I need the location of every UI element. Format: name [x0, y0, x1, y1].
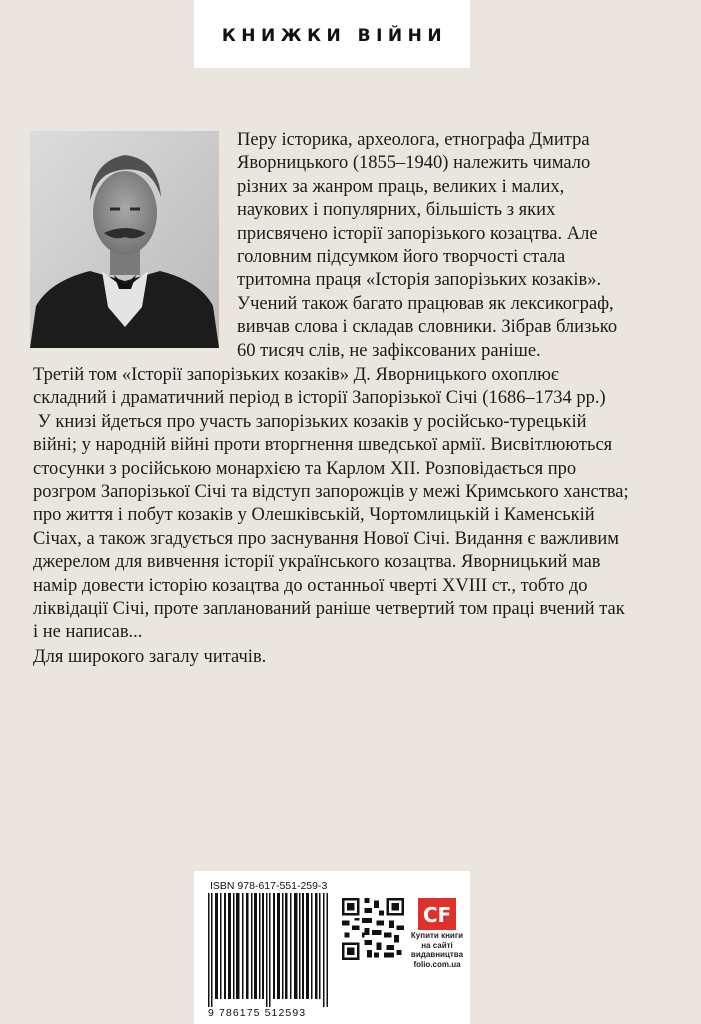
intro-line: Учений також багато працював як лексикограф, — [237, 293, 614, 314]
publisher-logo[interactable] — [418, 898, 456, 930]
series-title: КНИЖКИ ВІЙНИ — [221, 26, 448, 46]
intro-line: вивчав слова і складав словники. Зібрав близько — [237, 317, 618, 338]
description-line: війні; у народній війні проти вторгнення шведської армії. Висвітлюються — [33, 435, 613, 456]
buy-line: folio.com.ua — [413, 959, 461, 969]
description-line: стосунки з російською монархією та Карлом ХІІ. Розповідається про — [33, 458, 577, 479]
description-line: розгром Запорізької Січі та відступ запорожців у межі Кримського ханства; — [33, 482, 629, 503]
book-description — [33, 364, 673, 645]
intro-line: наукових і популярних, більшість з яких — [237, 200, 556, 221]
audience-note: Для широкого загалу читачів. — [33, 647, 267, 667]
qr-code[interactable] — [342, 898, 404, 960]
author-portrait — [30, 131, 219, 348]
intro-line: Яворницького (1855–1940) належить чимало — [237, 153, 591, 174]
publisher-logo-text: CF — [422, 903, 452, 927]
author-intro — [237, 129, 657, 363]
intro-line: присвячено історії запорізького козацтва. Але — [237, 223, 598, 244]
intro-line: різних за жанром праць, великих і малих, — [237, 176, 565, 197]
description-line: складний і драматичний період в історії Запорізької Січі (1686–1734 рр.) — [33, 388, 606, 409]
description-line: Третій том «Історії запорізьких козаків» Д. Яворницького охоплює — [33, 365, 559, 385]
intro-line: головним підсумком його творчості стала — [237, 247, 566, 268]
buy-line: Купити книги — [410, 931, 464, 940]
buy-line: видавництва — [410, 950, 464, 959]
description-line: намір довести історію козацтва до останньої чверті XVIII ст., тобто до — [33, 575, 588, 596]
description-line: Січах, а також згадується про заснування Нової Січі. Видання є важливим — [33, 528, 619, 549]
isbn-label: ISBN 978-617-551-259-3 — [210, 880, 328, 892]
description-line: У книзі йдеться про участь запорізьких козаків у російсько-турецькій — [33, 411, 587, 432]
description-line: і не написав... — [33, 622, 143, 643]
series-header — [194, 0, 470, 68]
intro-line: Перу історика, археолога, етнографа Дмитра — [237, 130, 590, 150]
description-line: про життя і побут козаків у Олешківській, Чортомлицькій і Каменській — [33, 505, 595, 526]
intro-line: 60 тисяч слів, не зафіксованих раніше. — [237, 340, 541, 361]
ean-digits: 9 786175 512593 — [208, 1007, 307, 1019]
barcode-graphic — [208, 893, 329, 1007]
description-line: ліквідації Січі, проте запланований раніше четвертий том праці вчений так — [33, 599, 625, 620]
intro-line: тритомна праця «Історія запорізьких козаків». — [237, 270, 602, 291]
buy-line: на сайті — [421, 940, 453, 950]
buy-online-note[interactable] — [406, 931, 468, 969]
description-line: джерелом для вивчення історії українського козацтва. Яворницький мав — [33, 552, 601, 573]
barcode-panel — [194, 871, 470, 1024]
